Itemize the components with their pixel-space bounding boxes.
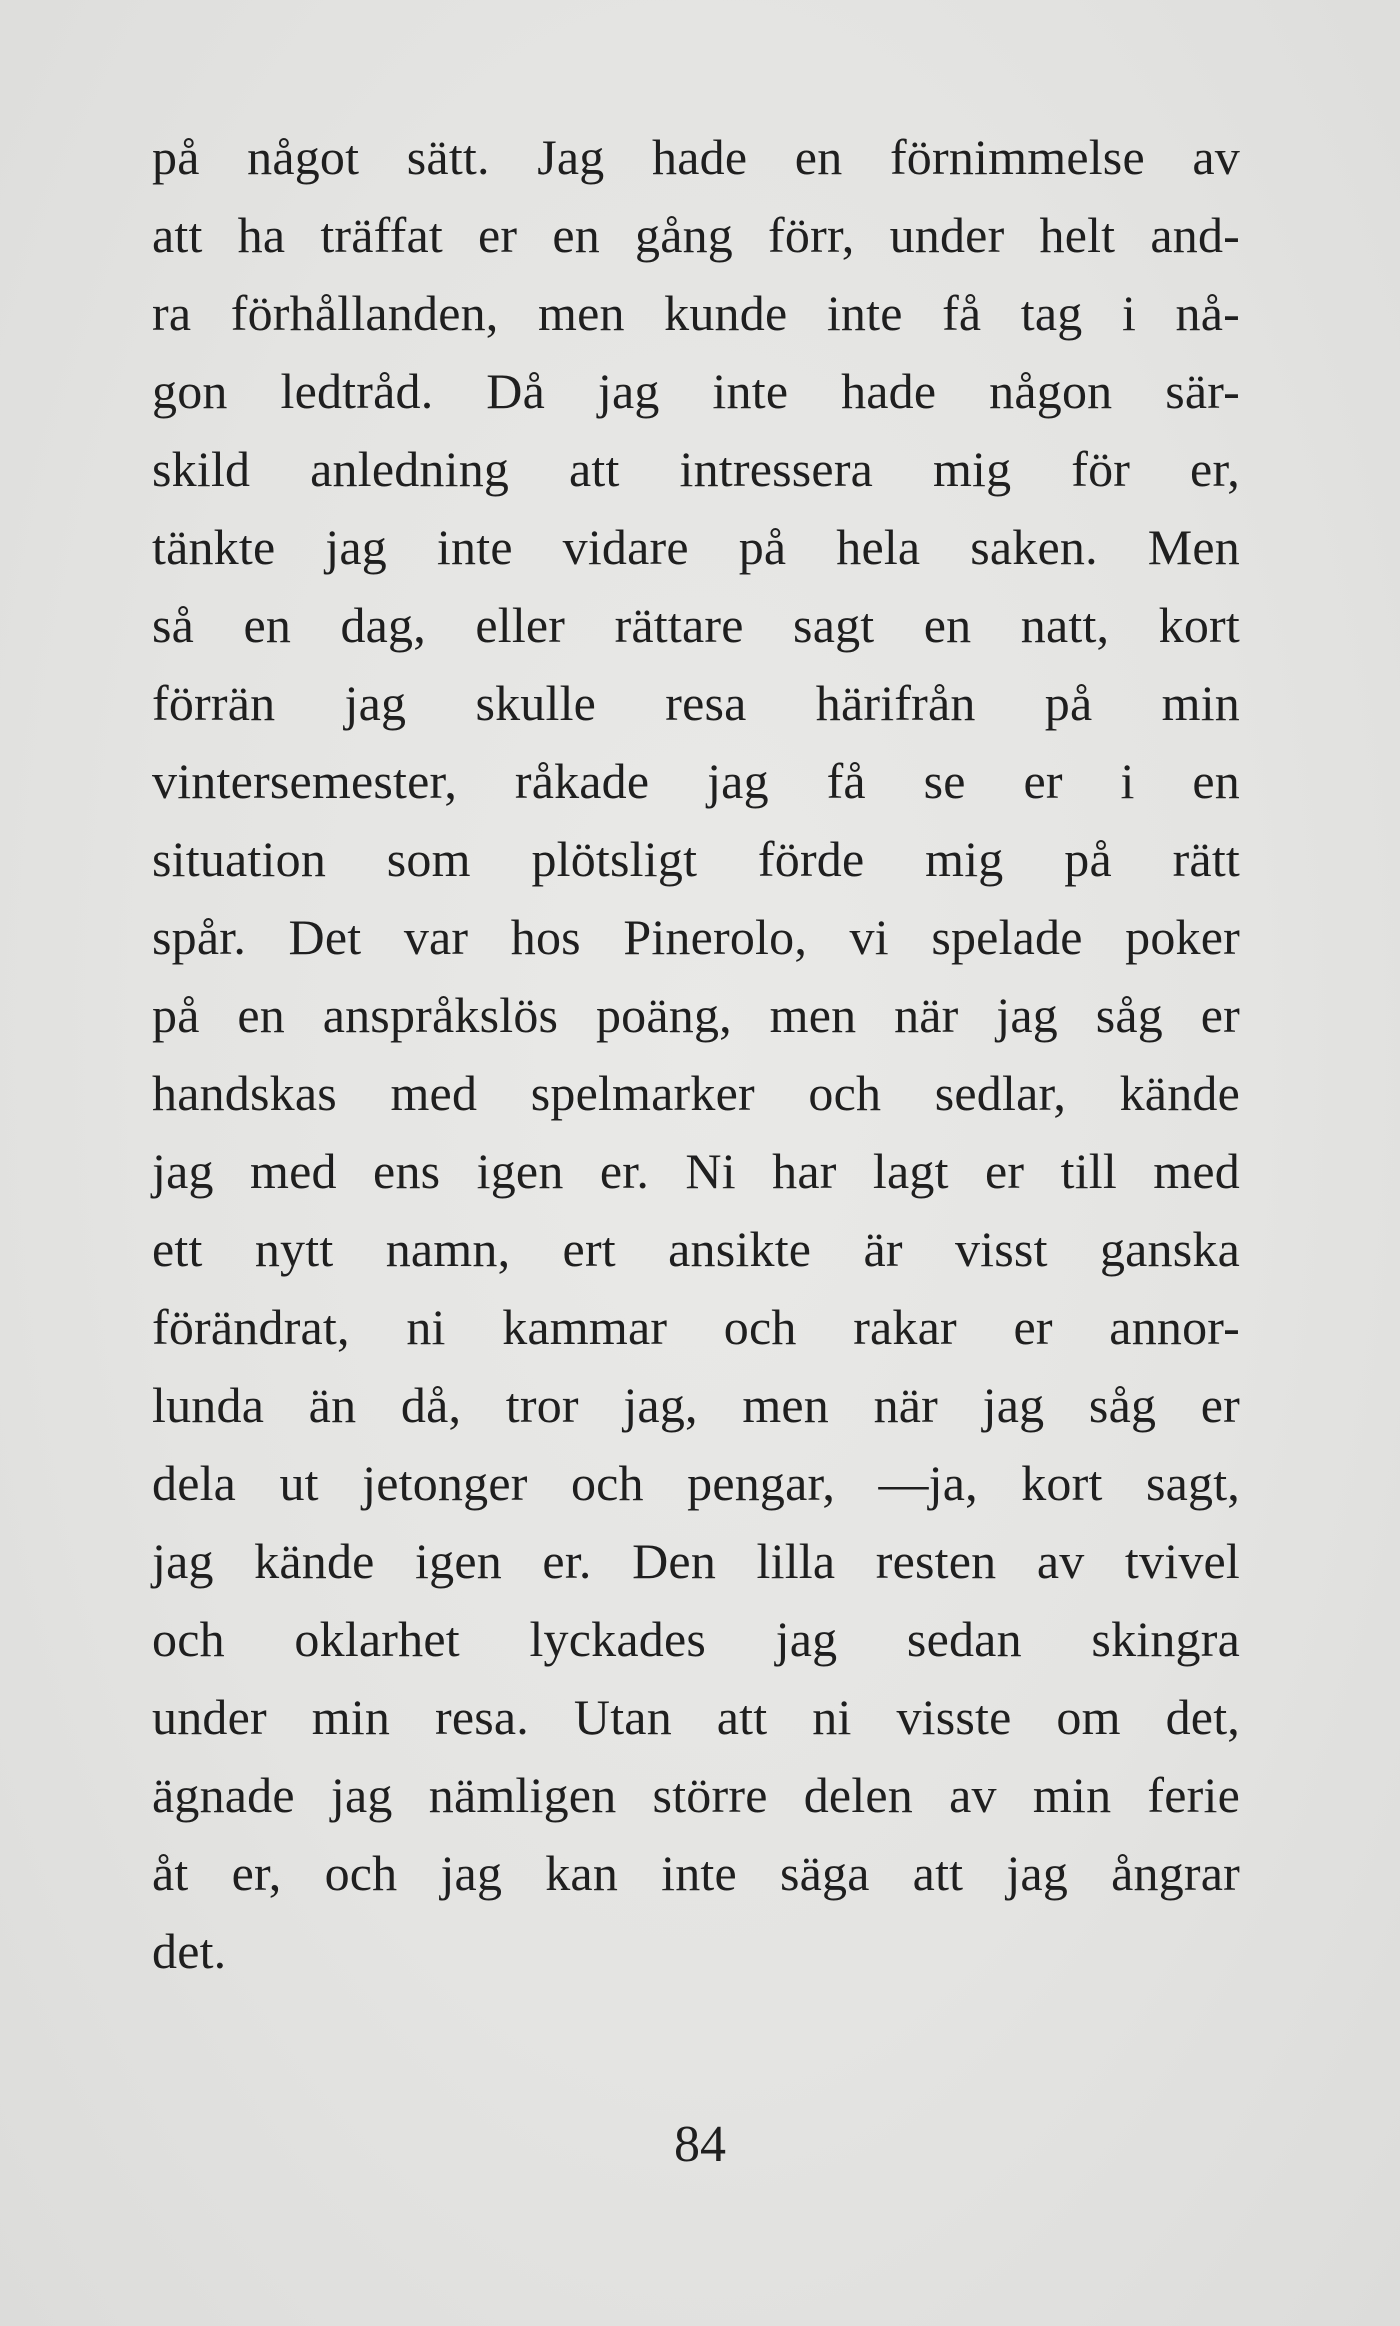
text-line: situation som plötsligt förde mig på rätt (152, 831, 1240, 887)
text-line: det. (152, 1923, 227, 1979)
text-line: ra förhållanden, men kunde inte få tag i nå- (152, 285, 1240, 341)
text-line: jag kände igen er. Den lilla resten av tvivel (152, 1533, 1240, 1589)
text-line: att ha träffat er en gång förr, under helt and- (152, 207, 1240, 263)
text-line: vintersemester, råkade jag få se er i en (152, 753, 1240, 809)
body-text (152, 118, 1240, 1990)
text-line: under min resa. Utan att ni visste om det, (152, 1689, 1240, 1745)
text-line: lunda än då, tror jag, men när jag såg er (152, 1377, 1240, 1433)
text-line: på något sätt. Jag hade en förnimmelse av (152, 129, 1240, 185)
text-line: ett nytt namn, ert ansikte är visst ganska (152, 1221, 1240, 1277)
page-number: 84 (674, 2116, 726, 2173)
text-line: jag med ens igen er. Ni har lagt er till med (152, 1143, 1240, 1199)
text-line: ägnade jag nämligen större delen av min ferie (152, 1767, 1240, 1823)
text-line: förrän jag skulle resa härifrån på min (152, 675, 1240, 731)
text-line: så en dag, eller rättare sagt en natt, kort (152, 597, 1240, 653)
text-line: gon ledtråd. Då jag inte hade någon sär- (152, 363, 1240, 419)
text-line: åt er, och jag kan inte säga att jag ångrar (152, 1845, 1240, 1901)
text-line: skild anledning att intressera mig för er, (152, 441, 1240, 497)
text-line: på en anspråkslös poäng, men när jag såg er (152, 987, 1240, 1043)
text-line: handskas med spelmarker och sedlar, kände (152, 1065, 1240, 1121)
text-line: förändrat, ni kammar och rakar er annor- (152, 1299, 1240, 1355)
text-line: dela ut jetonger och pengar, —ja, kort sagt, (152, 1455, 1240, 1511)
text-line: och oklarhet lyckades jag sedan skingra (152, 1611, 1240, 1667)
text-line: tänkte jag inte vidare på hela saken. Men (152, 519, 1240, 575)
text-line: spår. Det var hos Pinerolo, vi spelade poker (152, 909, 1240, 965)
